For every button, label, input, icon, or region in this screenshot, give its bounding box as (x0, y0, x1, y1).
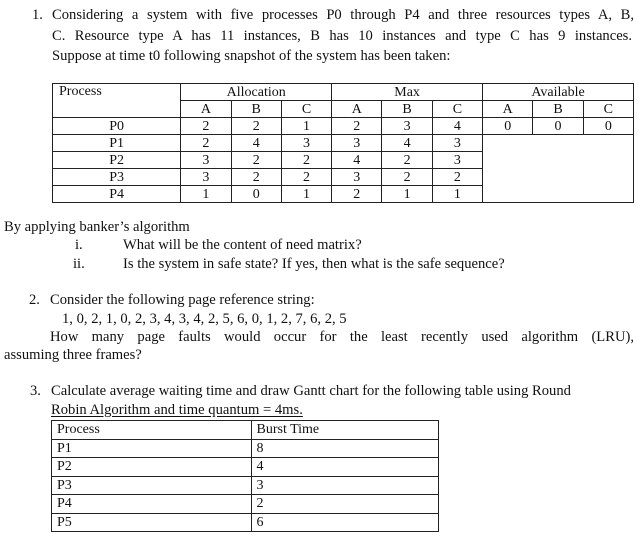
cell: 3 (382, 118, 432, 135)
cell: 8 (251, 439, 439, 458)
sub-c: C (281, 101, 331, 118)
header-available: Available (483, 84, 634, 101)
sub-c: C (432, 101, 482, 118)
cell: P5 (52, 513, 252, 532)
resource-snapshot-table (52, 83, 634, 203)
q2-line-3: How many page faults would occur for the least recently used algorithm (LRU), (50, 329, 634, 345)
cell: P3 (52, 476, 252, 495)
cell: P2 (53, 152, 181, 169)
cell: 1 (281, 118, 331, 135)
cell: 1 (432, 186, 482, 203)
cell: 4 (332, 152, 382, 169)
cell: 3 (251, 476, 439, 495)
cell: 2 (251, 495, 439, 514)
cell: 3 (332, 169, 382, 186)
q2-line-1: Consider the following page reference string: (50, 292, 315, 308)
table-row (52, 476, 439, 495)
header-process: Process (53, 84, 181, 118)
table-row (53, 118, 634, 135)
sub-a: A (483, 101, 533, 118)
cell: 4 (382, 135, 432, 152)
burst-time-table (51, 420, 439, 532)
table-row (52, 513, 439, 532)
cell: P4 (52, 495, 252, 514)
table-row (53, 135, 634, 152)
cell: 3 (432, 152, 482, 169)
header-allocation: Allocation (181, 84, 332, 101)
table-row (52, 458, 439, 477)
header-process: Process (52, 421, 252, 440)
cell: P1 (53, 135, 181, 152)
cell: 1 (281, 186, 331, 203)
subq-1-number: i. (75, 237, 83, 253)
sub-a: A (332, 101, 382, 118)
cell: 4 (432, 118, 482, 135)
subq-1-text: What will be the content of need matrix? (123, 237, 362, 253)
subq-2-text: Is the system in safe state? If yes, then what is the safe sequence? (123, 256, 505, 272)
cell: 3 (281, 135, 331, 152)
table-header-row (52, 421, 439, 440)
subq-2-number: ii. (73, 256, 85, 272)
q2-number: 2. (29, 292, 40, 308)
cell: P2 (52, 458, 252, 477)
q1-line-2: C. Resource type A has 11 instances, B has 10 instances and type C has 9 instances. (52, 28, 632, 44)
cell: 2 (332, 186, 382, 203)
sub-c: C (583, 101, 633, 118)
q1-line-1: Considering a system with five processes P0 through P4 and three resources types A, B, (52, 7, 634, 23)
q3-line-2: Robin Algorithm and time quantum = 4ms. (51, 402, 303, 418)
cell: 2 (432, 169, 482, 186)
header-burst-time: Burst Time (251, 421, 439, 440)
q2-reference-string: 1, 0, 2, 1, 0, 2, 3, 4, 3, 4, 2, 5, 6, 0, 1, 2, 7, 6, 2, 5 (62, 311, 347, 327)
cell: 3 (432, 135, 482, 152)
cell: P1 (52, 439, 252, 458)
cell: 1 (181, 186, 231, 203)
cell: P0 (53, 118, 181, 135)
cell: 2 (281, 169, 331, 186)
cell: 4 (231, 135, 281, 152)
cell: 2 (281, 152, 331, 169)
q3-number: 3. (30, 383, 41, 399)
cell: 2 (231, 118, 281, 135)
sub-b: B (382, 101, 432, 118)
cell: 4 (251, 458, 439, 477)
available-empty (483, 135, 634, 203)
table-row (52, 495, 439, 514)
sub-b: B (533, 101, 583, 118)
cell: 0 (231, 186, 281, 203)
cell: P4 (53, 186, 181, 203)
sub-b: B (231, 101, 281, 118)
bankers-intro: By applying banker’s algorithm (4, 219, 190, 235)
cell: 0 (583, 118, 633, 135)
cell: 3 (332, 135, 382, 152)
cell: 2 (181, 118, 231, 135)
cell: 2 (181, 135, 231, 152)
cell: 2 (382, 152, 432, 169)
cell: 1 (382, 186, 432, 203)
table-row (52, 439, 439, 458)
cell: 6 (251, 513, 439, 532)
header-max: Max (332, 84, 483, 101)
cell: 2 (231, 169, 281, 186)
cell: 2 (231, 152, 281, 169)
cell: 0 (483, 118, 533, 135)
q2-line-4: assuming three frames? (4, 347, 142, 363)
cell: 3 (181, 152, 231, 169)
cell: 2 (332, 118, 382, 135)
cell: P3 (53, 169, 181, 186)
q1-line-3: Suppose at time t0 following snapshot of the system has been taken: (52, 48, 451, 64)
q1-number: 1. (32, 7, 43, 23)
sub-a: A (181, 101, 231, 118)
cell: 2 (382, 169, 432, 186)
q3-line-1: Calculate average waiting time and draw Gantt chart for the following table using Round (51, 383, 571, 399)
cell: 3 (181, 169, 231, 186)
cell: 0 (533, 118, 583, 135)
